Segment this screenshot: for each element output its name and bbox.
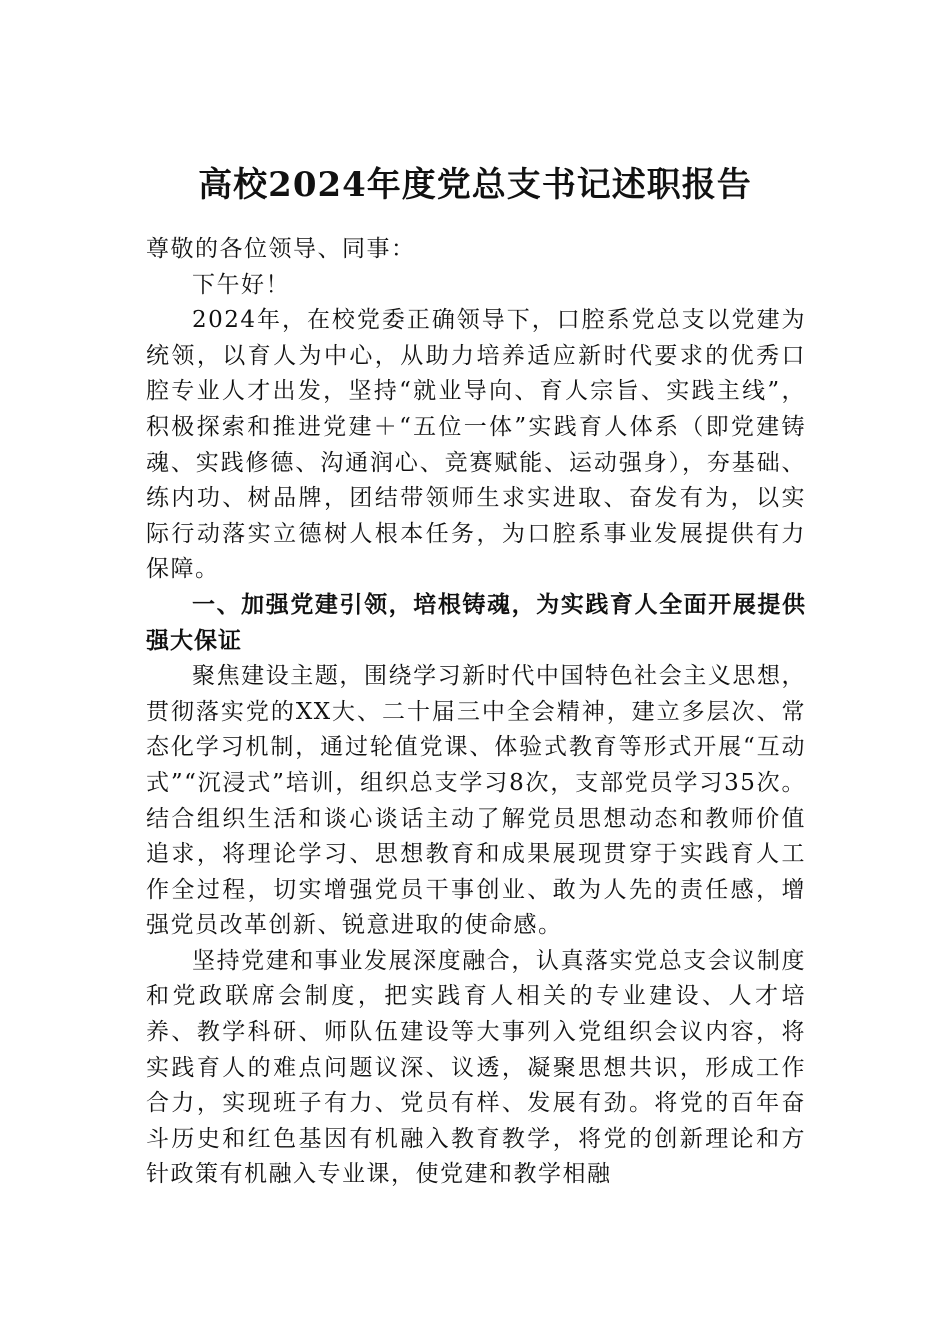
salutation: 尊敬的各位领导、同事： bbox=[146, 236, 416, 262]
section-heading: 一、加强党建引领，培根铸魂，为实践育人全面开展提供强大保证 bbox=[146, 591, 806, 654]
document-title: 高校2024年度党总支书记述职报告 bbox=[198, 165, 752, 205]
intro-paragraph: 2024年，在校党委正确领导下，口腔系党总支以党建为统领，以育人为中心，从助力培养适应新时代要求的优秀口腔专业人才出发，坚持“就业导向、育人宗旨、实践主线”，积极探索和推进党建＋“五位一体”实践育人体系（即党建铸魂、实践修德、沟通润心、竞赛赋能、运动强身），夯基础、练内功、树品牌，团结带领师生求实进取、奋发有为，以实际行动落实立德树人根本任务，为口腔系事业发展提供有力保障。 bbox=[146, 307, 806, 583]
section-paragraph: 聚焦建设主题，围绕学习新时代中国特色社会主义思想，贯彻落实党的XX大、二十届三中全会精神，建立多层次、常态化学习机制，通过轮值党课、体验式教育等形式开展“互动式”“沉浸式”培训，组织总支学习8次，支部党员学习35次。结合组织生活和谈心谈话主动了解党员思想动态和教师价值追求，将理论学习、思想教育和成果展现贯穿于实践育人工作全过程，切实增强党员干事创业、敢为人先的责任感，增强党员改革创新、锐意进取的使命感。 bbox=[146, 663, 806, 939]
greeting: 下午好！ bbox=[192, 271, 290, 298]
section-paragraph: 坚持党建和事业发展深度融合，认真落实党总支会议制度和党政联席会制度，把实践育人相关的专业建设、人才培养、教学科研、师队伍建设等大事列入党组织会议内容，将实践育人的难点问题议深、议透，凝聚思想共识，形成工作合力，实现班子有力、党员有样、发展有劲。将党的百年奋斗历史和红色基因有机融入教育教学，将党的创新理论和方针政策有机融入专业课，使党建和教学相融 bbox=[146, 947, 806, 1188]
document-body bbox=[146, 232, 806, 1193]
